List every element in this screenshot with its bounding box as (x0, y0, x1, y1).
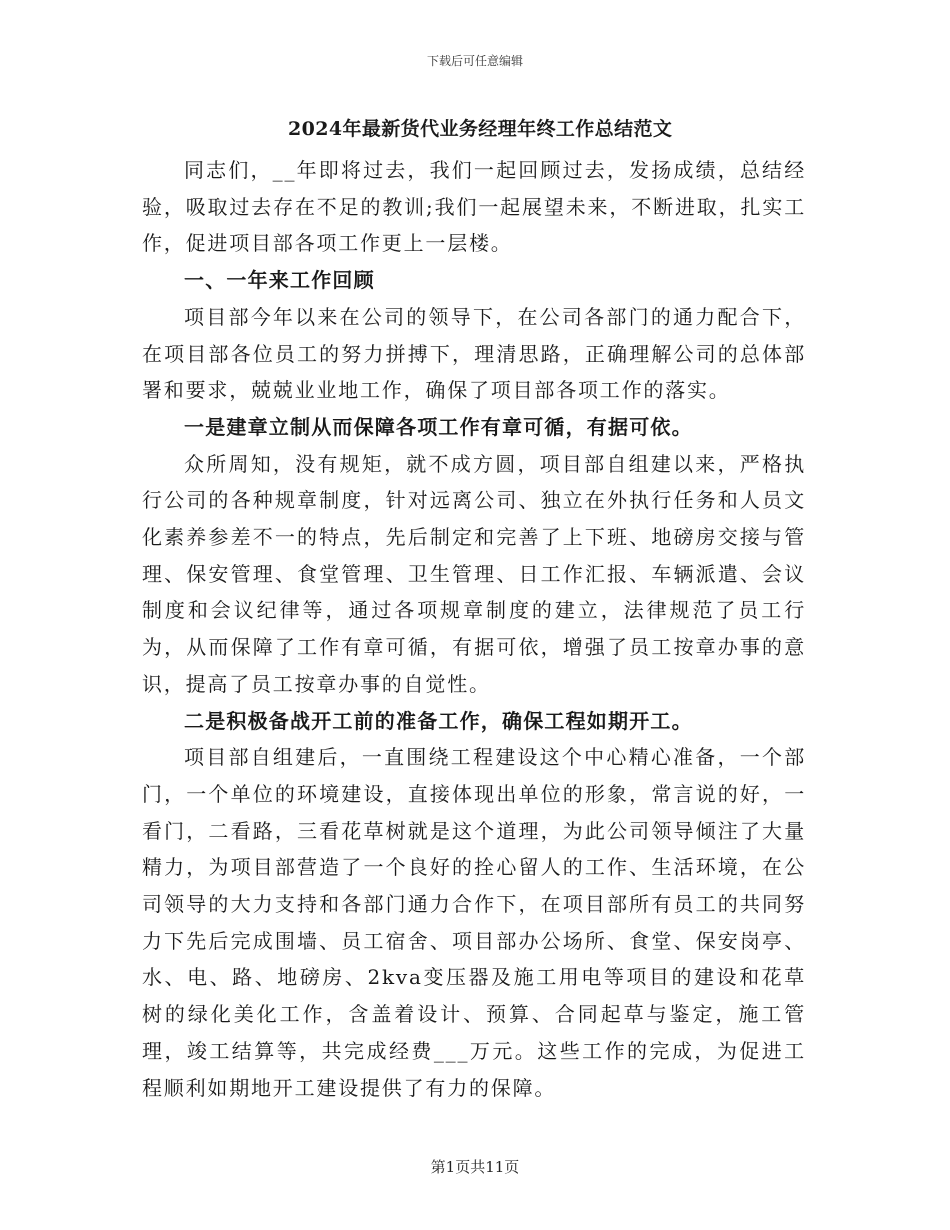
section-heading-review: 一、一年来工作回顾 (184, 268, 375, 293)
paragraph-intro: 同志们，__年即将过去，我们一起回顾过去，发扬成绩，总结经验，吸取过去存在不足的教训;我们一起展望未来，不断进取，扎实工作，促进项目部各项工作更上一层楼。 (142, 158, 806, 256)
document-body (142, 112, 806, 1106)
page-header-note: 下载后可任意编辑 (426, 54, 523, 68)
subheading-preparation: 二是积极备战开工前的准备工作，确保工程如期开工。 (184, 708, 693, 733)
paragraph-preparation: 项目部自组建后，一直围绕工程建设这个中心精心准备，一个部门，一个单位的环境建设，直接体现出单位的形象，常言说的好，一看门，二看路，三看花草树就是这个道理，为此公司领导倾注了大量精力，为项目部营造了一个良好的拴心留人的工作、生活环境，在公司领导的大力支持和各部门通力合作下，在项目部所有员工的共同努力下先后完成围墙、员工宿舍、项目部办公场所、食堂、保安岗亭、水、电、路、地磅房、2kva变压器及施工用电等项目的建设和花草树的绿化美化工作，含盖着设计、预算、合同起草与鉴定，施工管理，竣工结算等，共完成经费___万元。这些工作的完成，为促进工程顺利如期地开工建设提供了有力的保障。 (142, 745, 806, 1100)
document-title: 2024年最新货代业务经理年终工作总结范文 (288, 118, 673, 140)
paragraph-overview: 项目部今年以来在公司的领导下，在公司各部门的通力配合下，在项目部各位员工的努力拼搏下，理清思路，正确理解公司的总体部署和要求，兢兢业业地工作，确保了项目部各项工作的落实。 (142, 304, 806, 403)
paragraph-regulations: 众所周知，没有规矩，就不成方圆，项目部自组建以来，严格执行公司的各种规章制度，针对远离公司、独立在外执行任务和人员文化素养参差不一的特点，先后制定和完善了上下班、地磅房交接与管理、保安管理、食堂管理、卫生管理、日工作汇报、车辆派遣、会议制度和会议纪律等，通过各项规章制度的建立，法律规范了员工行为，从而保障了工作有章可循，有据可依，增强了员工按章办事的意识，提高了员工按章办事的自觉性。 (142, 451, 806, 696)
subheading-regulations: 一是建章立制从而保障各项工作有章可循，有据可依。 (184, 414, 693, 439)
page-number: 第1页共11页 (430, 1158, 520, 1176)
